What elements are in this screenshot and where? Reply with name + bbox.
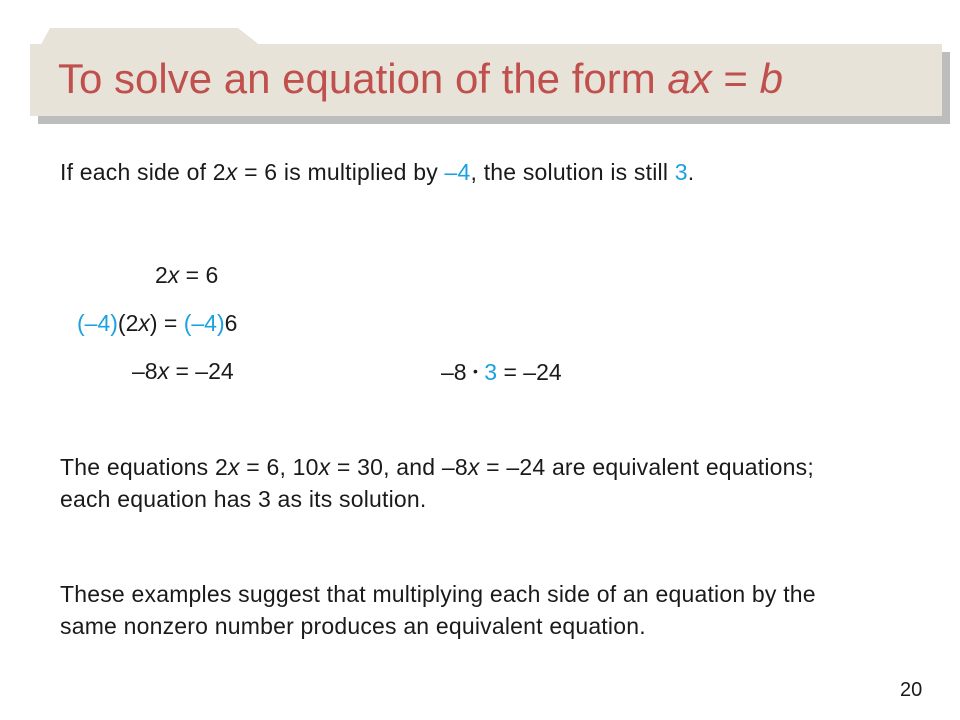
equation-line-1	[155, 260, 218, 290]
check-equation	[441, 356, 562, 387]
intro-solution: 3	[674, 159, 688, 185]
slide-title	[58, 50, 783, 108]
equivalence-paragraph	[60, 451, 860, 515]
eq2-rhs: 6	[224, 310, 238, 336]
eq1-coefficient: 2	[155, 262, 168, 288]
equivalence-variable: x	[227, 454, 240, 480]
check-rhs: = –24	[497, 359, 562, 385]
intro-paragraph	[60, 156, 860, 188]
check-left: –8	[441, 359, 473, 385]
title-var-x: x	[690, 55, 712, 102]
equivalence-text: = 6, 10	[239, 454, 319, 480]
title-var-b: b	[759, 55, 783, 102]
eq2-multiplier-left: (–4)	[77, 310, 118, 336]
check-solution: 3	[477, 359, 498, 385]
equivalence-text: The equations 2	[60, 454, 228, 480]
eq3-rhs: = –24	[169, 358, 234, 384]
equivalence-text: = 30, and –8	[330, 454, 468, 480]
eq1-variable: x	[167, 262, 180, 288]
title-equals: =	[711, 55, 760, 102]
eq2-variable: x	[138, 310, 150, 336]
equivalence-text: = –24 are equivalent equations; each equation has 3 as its solution.	[60, 454, 814, 512]
intro-text: = 6 is multiplied by	[237, 159, 445, 185]
eq2-multiplier-right: (–4)	[183, 310, 225, 336]
eq3-variable: x	[157, 358, 170, 384]
eq2-term: (2	[117, 310, 139, 336]
equivalence-variable: x	[318, 454, 331, 480]
intro-text: .	[687, 159, 695, 185]
intro-text: , the solution is still	[470, 159, 675, 185]
intro-variable: x	[225, 159, 238, 185]
title-var-a: a	[667, 55, 691, 102]
eq2-term: ) =	[149, 310, 184, 336]
title-prefix: To solve an equation of the form	[58, 55, 668, 102]
intro-multiplier: –4	[444, 159, 471, 185]
equation-line-3	[132, 356, 234, 386]
conclusion-paragraph: These examples suggest that multiplying each side of an equation by the same nonzero number produces an equivalent equation.	[60, 581, 816, 639]
equation-line-2	[77, 308, 237, 338]
eq3-coefficient: –8	[132, 358, 158, 384]
page-number: 20	[900, 679, 923, 701]
multiplication-dot: •	[472, 363, 478, 379]
eq1-rhs: = 6	[179, 262, 219, 288]
equivalence-variable: x	[467, 454, 480, 480]
intro-text: If each side of 2	[60, 159, 226, 185]
